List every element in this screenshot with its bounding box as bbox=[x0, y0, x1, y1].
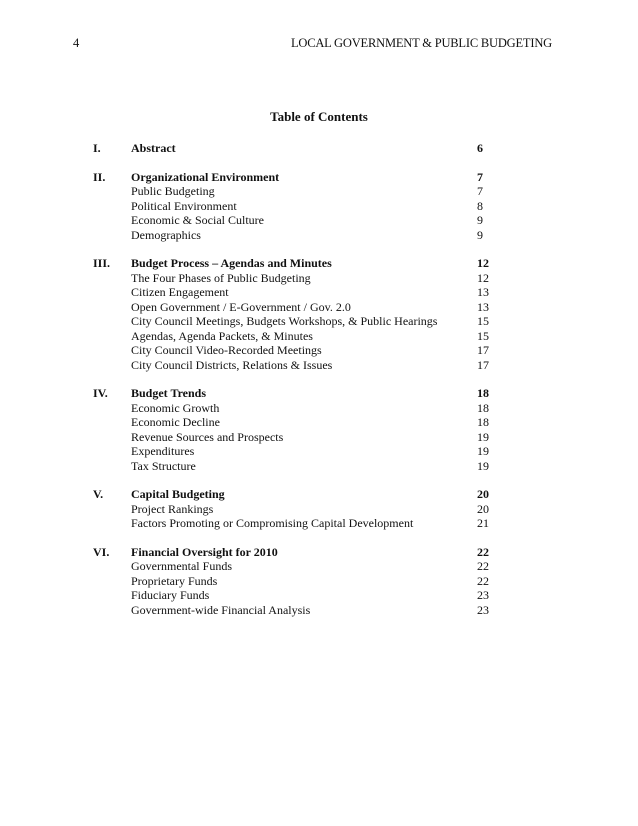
entry-page-number: 23 bbox=[477, 602, 489, 617]
section-title: Abstract bbox=[131, 141, 176, 155]
entry-page-number: 19 bbox=[477, 429, 489, 444]
section-page-number: 7 bbox=[477, 169, 483, 184]
entry-page-number: 18 bbox=[477, 400, 489, 415]
section-page-number: 12 bbox=[477, 256, 489, 270]
entry-title: Open Government / E-Government / Gov. 2.0 bbox=[131, 299, 351, 314]
entry-title: Political Environment bbox=[131, 198, 237, 213]
toc-entry bbox=[93, 343, 503, 358]
toc-entry bbox=[93, 314, 503, 329]
entry-page-number: 7 bbox=[477, 184, 483, 198]
toc-entry bbox=[93, 502, 503, 517]
entry-title: City Council Meetings, Budgets Workshops, & Public Hearings bbox=[131, 314, 438, 328]
entry-title: Factors Promoting or Compromising Capital Development bbox=[131, 516, 414, 530]
entry-page-number: 12 bbox=[477, 270, 489, 285]
entry-page-number: 8 bbox=[477, 198, 483, 213]
toc-entry bbox=[93, 271, 503, 286]
toc-entry bbox=[93, 574, 503, 589]
section-numeral: IV. bbox=[93, 386, 108, 400]
toc-section-heading bbox=[93, 141, 503, 156]
entry-title: Expenditures bbox=[131, 444, 195, 458]
entry-page-number: 22 bbox=[477, 573, 489, 588]
entry-page-number: 13 bbox=[477, 299, 489, 314]
entry-title: Economic & Social Culture bbox=[131, 213, 264, 227]
section-numeral: II. bbox=[93, 169, 106, 184]
entry-page-number: 15 bbox=[477, 328, 489, 343]
toc-entry bbox=[93, 559, 503, 574]
entry-page-number: 21 bbox=[477, 516, 489, 530]
entry-page-number: 15 bbox=[477, 314, 489, 328]
entry-page-number: 17 bbox=[477, 357, 489, 372]
section-page-number: 20 bbox=[477, 487, 489, 501]
entry-title: The Four Phases of Public Budgeting bbox=[131, 270, 311, 285]
section-title: Budget Process – Agendas and Minutes bbox=[131, 256, 332, 270]
toc-section-heading bbox=[93, 386, 503, 401]
toc-entry bbox=[93, 199, 503, 214]
toc-section bbox=[93, 256, 503, 372]
toc-section bbox=[93, 141, 503, 156]
toc-section-heading bbox=[93, 545, 503, 560]
toc-section-heading bbox=[93, 170, 503, 185]
toc-section bbox=[93, 545, 503, 618]
entry-title: Public Budgeting bbox=[131, 184, 215, 198]
toc-entry bbox=[93, 213, 503, 228]
entry-page-number: 22 bbox=[477, 559, 489, 573]
table-of-contents bbox=[93, 141, 503, 631]
entry-title: City Council Districts, Relations & Issues bbox=[131, 357, 333, 372]
entry-page-number: 18 bbox=[477, 415, 489, 429]
entry-page-number: 19 bbox=[477, 458, 489, 473]
entry-title: Tax Structure bbox=[131, 458, 196, 473]
entry-page-number: 23 bbox=[477, 588, 489, 602]
entry-title: Economic Decline bbox=[131, 415, 220, 429]
entry-title: Proprietary Funds bbox=[131, 573, 218, 588]
section-page-number: 18 bbox=[477, 386, 489, 400]
toc-entry bbox=[93, 516, 503, 531]
entry-title: City Council Video-Recorded Meetings bbox=[131, 343, 322, 357]
section-title: Organizational Environment bbox=[131, 169, 280, 184]
toc-entry bbox=[93, 415, 503, 430]
section-numeral: V. bbox=[93, 487, 104, 501]
entry-title: Fiduciary Funds bbox=[131, 588, 210, 602]
entry-page-number: 20 bbox=[477, 501, 489, 516]
entry-title: Project Rankings bbox=[131, 501, 214, 516]
entry-title: Agendas, Agenda Packets, & Minutes bbox=[131, 328, 313, 343]
toc-section bbox=[93, 170, 503, 243]
section-numeral: I. bbox=[93, 141, 101, 155]
section-title: Capital Budgeting bbox=[131, 487, 225, 501]
toc-entry bbox=[93, 300, 503, 315]
page-number: 4 bbox=[73, 36, 80, 50]
toc-entry bbox=[93, 459, 503, 474]
section-numeral: III. bbox=[93, 256, 111, 270]
entry-page-number: 9 bbox=[477, 213, 483, 227]
section-page-number: 6 bbox=[477, 141, 483, 155]
toc-entry bbox=[93, 603, 503, 618]
entry-page-number: 17 bbox=[477, 343, 489, 357]
toc-section-heading bbox=[93, 256, 503, 271]
toc-entry bbox=[93, 401, 503, 416]
entry-title: Economic Growth bbox=[131, 400, 220, 415]
toc-entry bbox=[93, 588, 503, 603]
entry-title: Revenue Sources and Prospects bbox=[131, 429, 284, 444]
toc-entry bbox=[93, 228, 503, 243]
running-header: LOCAL GOVERNMENT & PUBLIC BUDGETING bbox=[290, 36, 552, 50]
entry-page-number: 19 bbox=[477, 444, 489, 458]
entry-title: Citizen Engagement bbox=[131, 285, 229, 299]
toc-section-heading bbox=[93, 487, 503, 502]
toc-entry bbox=[93, 358, 503, 373]
section-numeral: VI. bbox=[93, 544, 110, 559]
section-title: Financial Oversight for 2010 bbox=[131, 544, 278, 559]
toc-title: Table of Contents bbox=[270, 109, 368, 124]
entry-title: Government-wide Financial Analysis bbox=[131, 602, 311, 617]
toc-section bbox=[93, 487, 503, 531]
entry-title: Demographics bbox=[131, 227, 201, 242]
toc-entry bbox=[93, 430, 503, 445]
toc-entry bbox=[93, 285, 503, 300]
toc-section bbox=[93, 386, 503, 473]
toc-entry bbox=[93, 329, 503, 344]
entry-title: Governmental Funds bbox=[131, 559, 232, 573]
entry-page-number: 9 bbox=[477, 227, 483, 242]
toc-entry bbox=[93, 444, 503, 459]
section-page-number: 22 bbox=[477, 544, 489, 559]
toc-entry bbox=[93, 184, 503, 199]
section-title: Budget Trends bbox=[131, 386, 207, 400]
entry-page-number: 13 bbox=[477, 285, 489, 299]
